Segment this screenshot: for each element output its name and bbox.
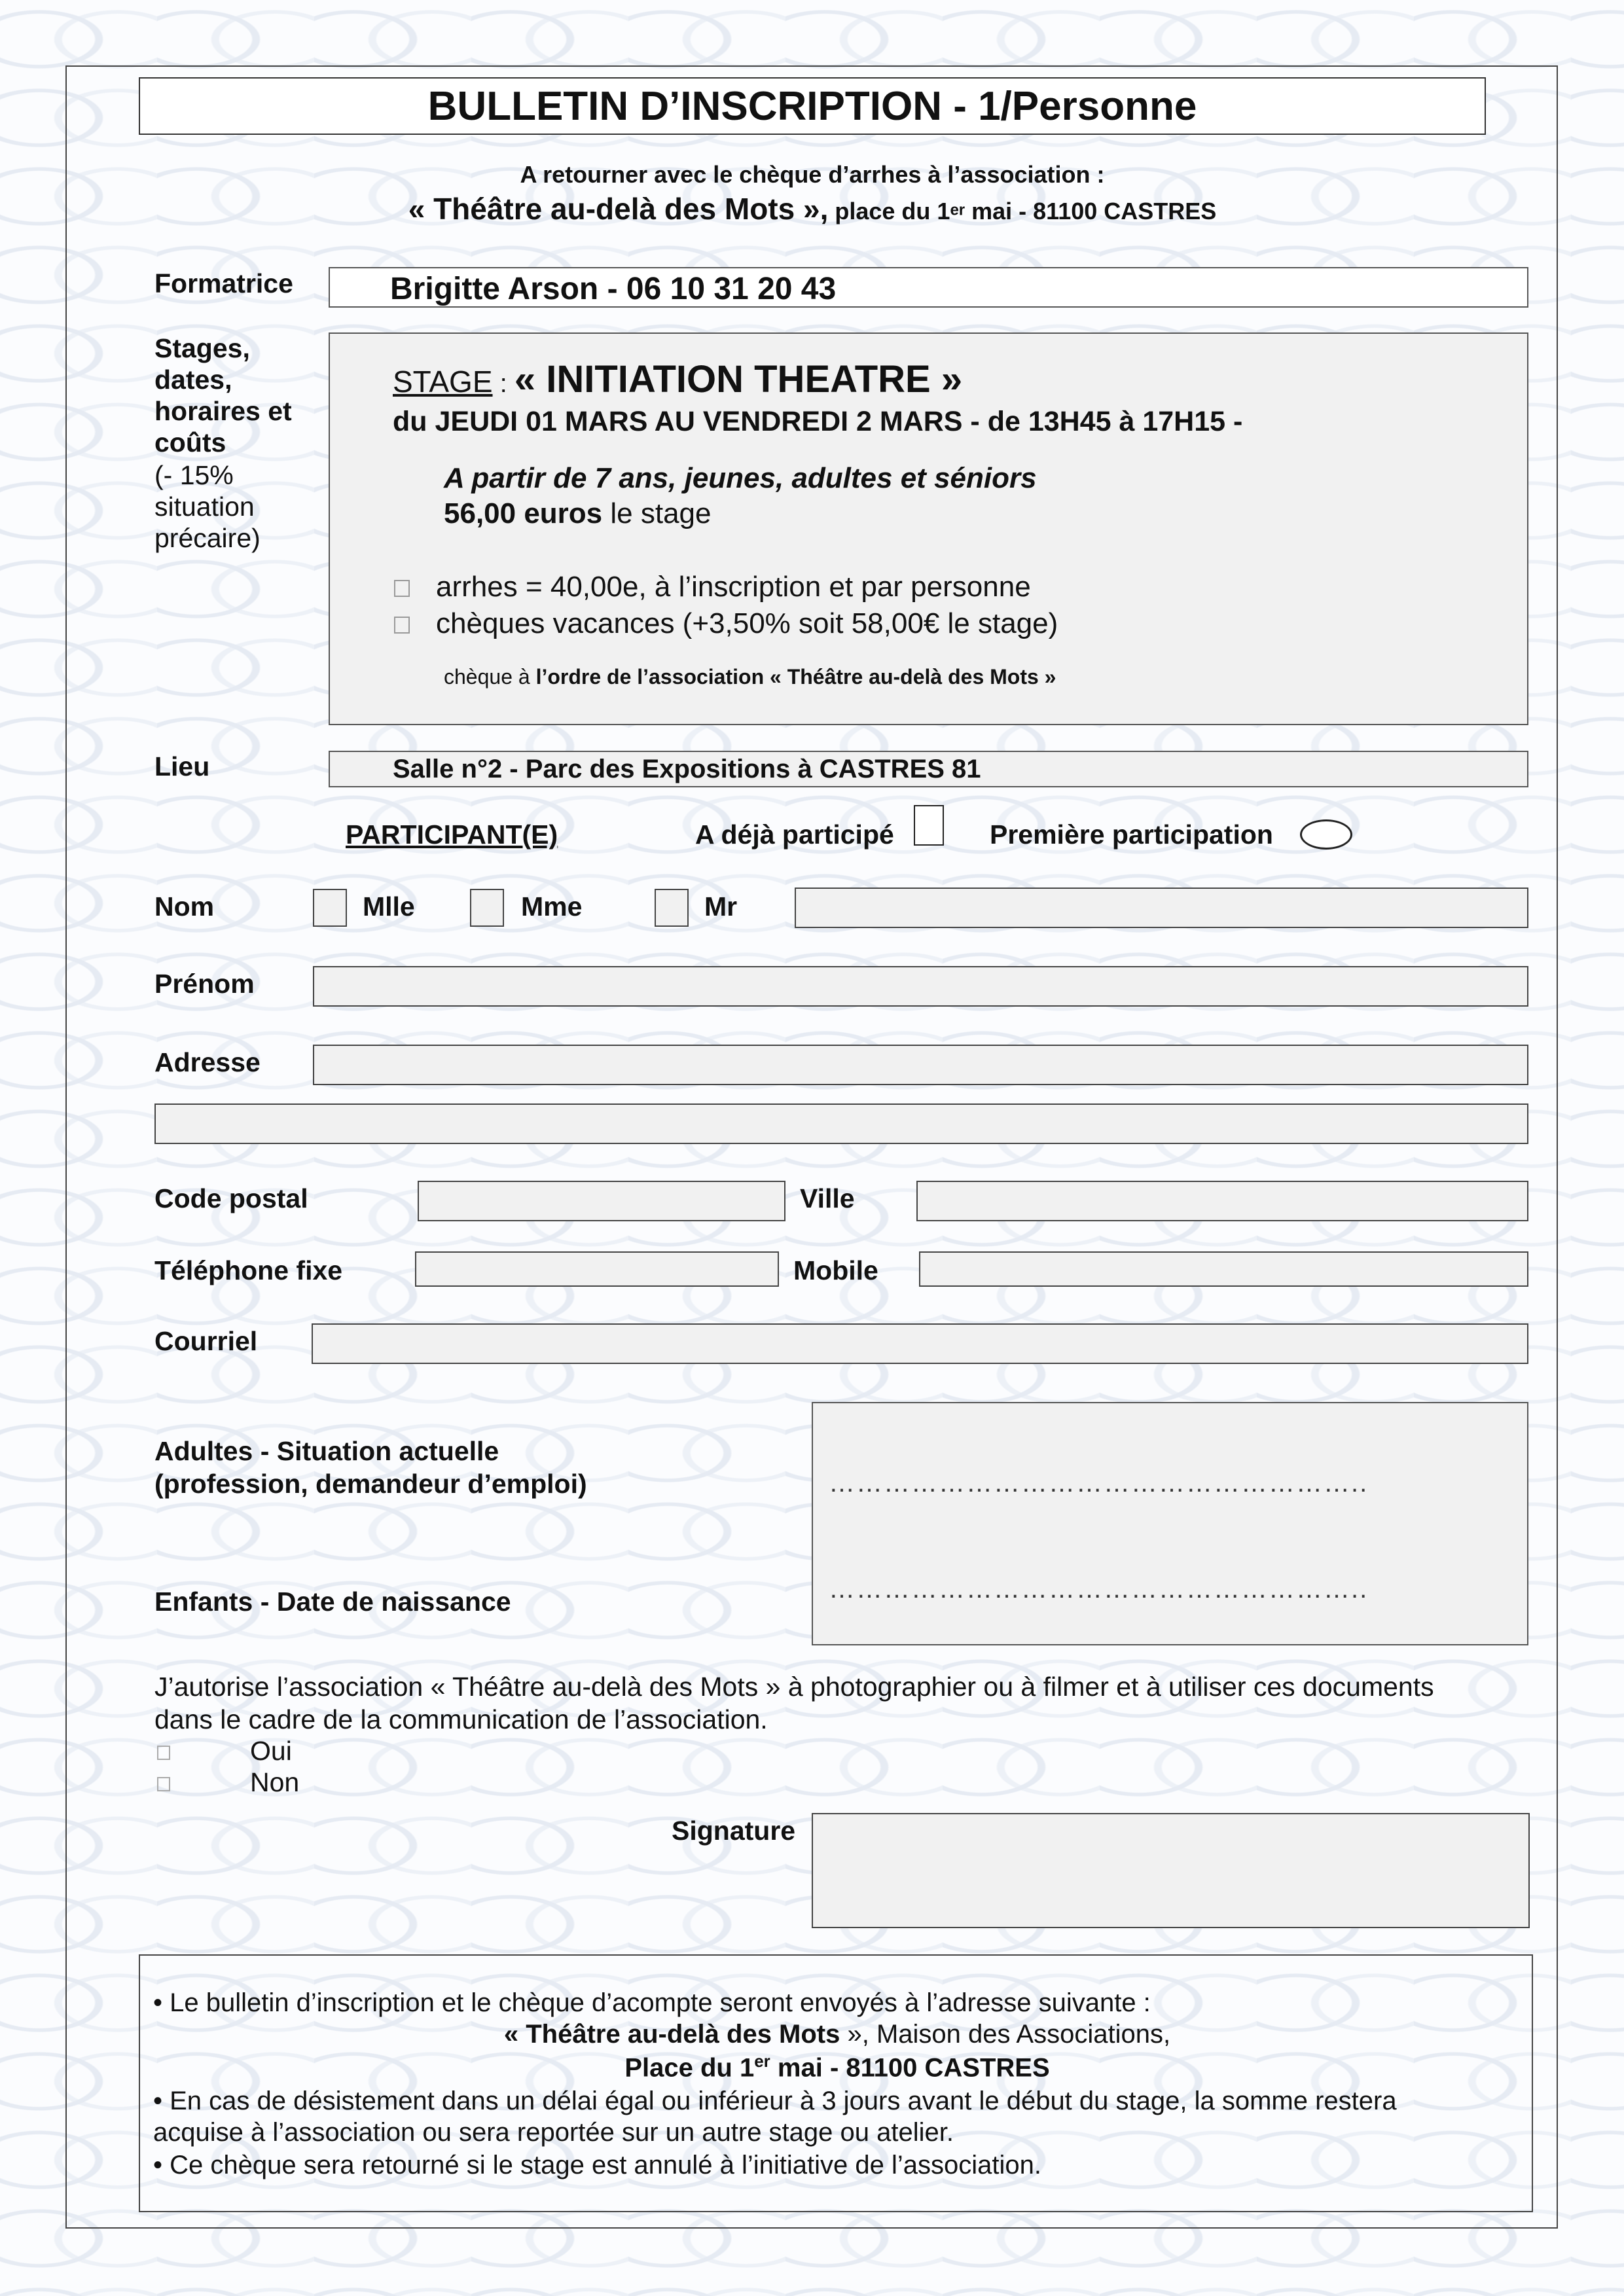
mlle-checkbox[interactable] xyxy=(313,889,347,927)
bullet-icon: • xyxy=(153,2151,170,2179)
formatrice-label: Formatrice xyxy=(154,268,293,298)
already-participated-label: A déjà participé xyxy=(695,819,894,850)
birthdate-dots-line: ………………………………………………….. xyxy=(829,1575,1369,1604)
footer-line-address-intro: • Le bulletin d’inscription et le chèque d’acompte seront envoyés à l’adresse suivante : xyxy=(153,1988,1151,2017)
stage-price: 56,00 euros le stage xyxy=(444,497,712,529)
adresse-input-line2[interactable] xyxy=(154,1103,1528,1144)
stage-heading: STAGE : « INITIATION THEATRE » xyxy=(393,358,963,401)
signature-label: Signature xyxy=(672,1816,796,1846)
photo-authorization: J’autorise l’association « Théâtre au-delà des Mots » à photographier ou à filmer et à utiliser ces documents dans le cadre de la communication de l’association. xyxy=(154,1672,1434,1734)
footer-notice-box xyxy=(139,1954,1533,2212)
stages-discount-note: (- 15% situation précaire) xyxy=(154,460,261,553)
adresse-label: Adresse xyxy=(154,1047,261,1077)
footer-line-refund: • Ce chèque sera retourné si le stage est annulé à l’initiative de l’association. xyxy=(153,2151,1042,2179)
return-instruction: A retourner avec le chèque d’arrhes à l’association : xyxy=(520,161,1105,188)
checkbox-icon[interactable] xyxy=(394,580,410,597)
courriel-input[interactable] xyxy=(312,1323,1528,1364)
situation-dots-line: ………………………………………………….. xyxy=(829,1469,1369,1498)
mlle-label: Mlle xyxy=(363,891,415,922)
lieu-label: Lieu xyxy=(154,751,210,781)
footer-line-place: Place du 1er mai - 81100 CASTRES xyxy=(624,2051,1050,2083)
payment-option-arrhes[interactable]: arrhes = 40,00e, à l’inscription et par personne xyxy=(394,571,1031,603)
checkbox-icon[interactable] xyxy=(394,617,410,634)
checkbox-icon[interactable] xyxy=(157,1777,170,1791)
nom-input[interactable] xyxy=(795,888,1528,928)
children-birthdate-label: Enfants - Date de naissance xyxy=(154,1587,511,1617)
footer-line-association: « Théâtre au-delà des Mots », Maison des Associations, xyxy=(503,2020,1171,2049)
stage-details-box xyxy=(329,332,1528,725)
code-postal-label: Code postal xyxy=(154,1183,308,1213)
lieu-value: Salle n°2 - Parc des Expositions à CASTRES 81 xyxy=(393,755,981,783)
footer-line-cancellation: • En cas de désistement dans un délai égal ou inférieur à 3 jours avant le début du stage, la somme restera acquise à l’association ou sera reportée sur un autre stage ou atelier. xyxy=(153,2087,1397,2147)
lieu-field xyxy=(329,751,1528,787)
ville-label: Ville xyxy=(800,1183,855,1213)
formatrice-field xyxy=(329,267,1528,308)
already-participated-checkbox[interactable] xyxy=(914,805,944,846)
bullet-icon: • xyxy=(153,1988,170,2017)
formatrice-value: Brigitte Arson - 06 10 31 20 43 xyxy=(390,272,837,306)
stage-dates: du JEUDI 01 MARS AU VENDREDI 2 MARS - de 13H45 à 17H15 - xyxy=(393,406,1243,437)
mme-checkbox[interactable] xyxy=(470,889,504,927)
mr-label: Mr xyxy=(704,891,738,922)
adults-situation-label: Adultes - Situation actuelle (profession, demandeur d’emploi) xyxy=(154,1436,587,1499)
mr-checkbox[interactable] xyxy=(655,889,689,927)
situation-box[interactable] xyxy=(812,1402,1528,1645)
prenom-input[interactable] xyxy=(313,966,1528,1007)
first-participation-radio[interactable] xyxy=(1300,819,1352,850)
checkbox-icon[interactable] xyxy=(157,1746,170,1760)
payment-option-cheques-vacances[interactable]: chèques vacances (+3,50% soit 58,00€ le stage) xyxy=(394,607,1058,640)
stage-name: « INITIATION THEATRE » xyxy=(514,358,963,401)
prenom-label: Prénom xyxy=(154,969,255,999)
participant-heading: PARTICIPANT(E) xyxy=(346,819,558,850)
bullet-icon: • xyxy=(153,2087,170,2115)
mobile-input[interactable] xyxy=(919,1251,1528,1287)
mobile-label: Mobile xyxy=(793,1255,878,1285)
telephone-input[interactable] xyxy=(415,1251,779,1287)
courriel-label: Courriel xyxy=(154,1326,258,1356)
signature-box[interactable] xyxy=(812,1813,1530,1928)
code-postal-input[interactable] xyxy=(418,1181,785,1221)
telephone-label: Téléphone fixe xyxy=(154,1255,343,1285)
first-participation-label: Première participation xyxy=(990,819,1273,850)
stages-label: Stages, dates, horaires et coûts xyxy=(154,333,292,457)
mme-label: Mme xyxy=(521,891,583,922)
association-name: « Théâtre au-delà des Mots », xyxy=(408,192,829,226)
authorization-oui[interactable]: Oui xyxy=(157,1736,292,1767)
stage-audience: A partir de 7 ans, jeunes, adultes et séniors xyxy=(444,462,1037,494)
cheque-order-note: chèque à l’ordre de l’association « Théâtre au-delà des Mots » xyxy=(444,665,1056,689)
association-address: « Théâtre au-delà des Mots », place du 1er mai - 81100 CASTRES xyxy=(408,192,1217,226)
adresse-input-line1[interactable] xyxy=(313,1045,1528,1085)
nom-label: Nom xyxy=(154,891,215,922)
form-title: BULLETIN D’INSCRIPTION - 1/Personne xyxy=(139,77,1486,135)
authorization-non[interactable]: Non xyxy=(157,1767,299,1798)
ville-input[interactable] xyxy=(916,1181,1528,1221)
